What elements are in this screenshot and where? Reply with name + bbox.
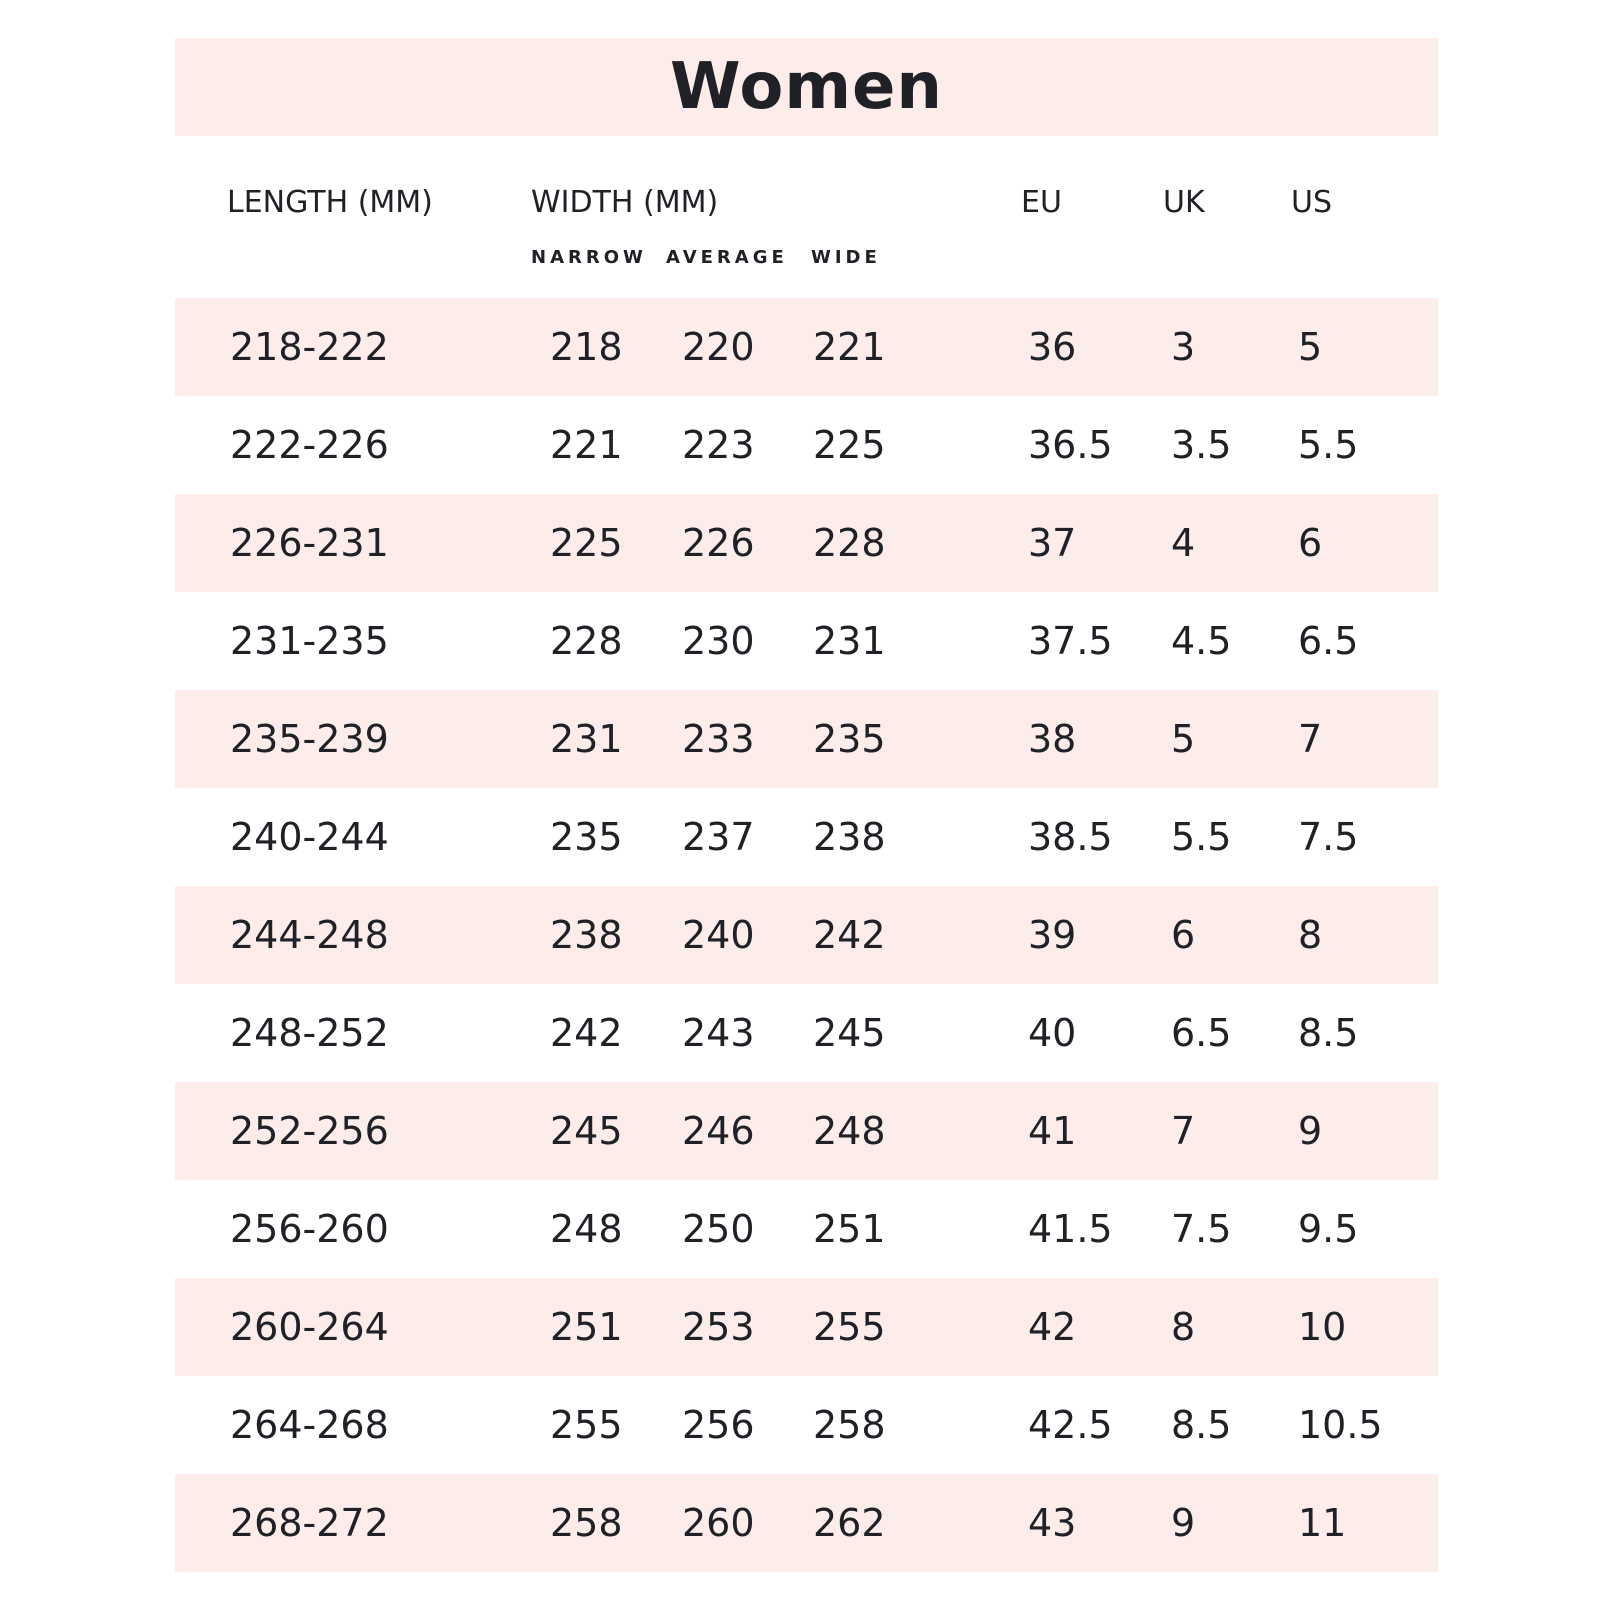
- cell-width-average: 260: [682, 1501, 755, 1545]
- table-row: [175, 984, 1438, 1082]
- cell-width-wide: 225: [813, 423, 886, 467]
- cell-eu: 39: [1028, 913, 1077, 957]
- cell-length: 260-264: [230, 1305, 389, 1349]
- cell-us: 11: [1298, 1501, 1347, 1545]
- cell-uk: 5: [1171, 717, 1196, 761]
- cell-eu: 42.5: [1028, 1403, 1113, 1447]
- cell-width-narrow: 245: [550, 1109, 623, 1153]
- cell-width-narrow: 235: [550, 815, 623, 859]
- cell-width-wide: 221: [813, 325, 886, 369]
- table-row: [175, 788, 1438, 886]
- title-band: [175, 38, 1438, 136]
- cell-eu: 41.5: [1028, 1207, 1113, 1251]
- cell-uk: 6.5: [1171, 1011, 1232, 1055]
- cell-us: 9: [1298, 1109, 1323, 1153]
- cell-width-average: 226: [682, 521, 755, 565]
- cell-width-wide: 231: [813, 619, 886, 663]
- cell-us: 10: [1298, 1305, 1347, 1349]
- cell-width-wide: 228: [813, 521, 886, 565]
- cell-eu: 38: [1028, 717, 1077, 761]
- cell-width-wide: 245: [813, 1011, 886, 1055]
- header-width: WIDTH (MM): [531, 185, 719, 220]
- cell-width-narrow: 238: [550, 913, 623, 957]
- cell-width-average: 220: [682, 325, 755, 369]
- table-row: [175, 1376, 1438, 1474]
- cell-uk: 8.5: [1171, 1403, 1232, 1447]
- cell-length: 222-226: [230, 423, 389, 467]
- cell-length: 248-252: [230, 1011, 389, 1055]
- cell-uk: 6: [1171, 913, 1196, 957]
- cell-width-wide: 238: [813, 815, 886, 859]
- cell-uk: 4: [1171, 521, 1196, 565]
- cell-us: 7: [1298, 717, 1323, 761]
- cell-width-wide: 251: [813, 1207, 886, 1251]
- cell-width-narrow: 242: [550, 1011, 623, 1055]
- cell-width-average: 223: [682, 423, 755, 467]
- cell-width-wide: 255: [813, 1305, 886, 1349]
- cell-width-narrow: 225: [550, 521, 623, 565]
- cell-uk: 7.5: [1171, 1207, 1232, 1251]
- cell-width-average: 256: [682, 1403, 755, 1447]
- table-row: [175, 1278, 1438, 1376]
- subheader-narrow: NARROW: [531, 247, 647, 268]
- page-title: Women: [670, 50, 943, 124]
- cell-us: 5.5: [1298, 423, 1359, 467]
- cell-uk: 4.5: [1171, 619, 1232, 663]
- cell-width-narrow: 258: [550, 1501, 623, 1545]
- cell-width-narrow: 221: [550, 423, 623, 467]
- cell-width-average: 250: [682, 1207, 755, 1251]
- cell-uk: 7: [1171, 1109, 1196, 1153]
- table-row: [175, 1082, 1438, 1180]
- cell-length: 244-248: [230, 913, 389, 957]
- cell-width-narrow: 228: [550, 619, 623, 663]
- cell-width-wide: 242: [813, 913, 886, 957]
- table-row: [175, 592, 1438, 690]
- cell-eu: 37: [1028, 521, 1077, 565]
- subheader-wide: WIDE: [811, 247, 881, 268]
- cell-width-wide: 235: [813, 717, 886, 761]
- cell-length: 256-260: [230, 1207, 389, 1251]
- cell-us: 9.5: [1298, 1207, 1359, 1251]
- cell-eu: 36.5: [1028, 423, 1113, 467]
- header-length: LENGTH (MM): [227, 185, 433, 220]
- cell-length: 226-231: [230, 521, 389, 565]
- table-row: [175, 396, 1438, 494]
- cell-uk: 9: [1171, 1501, 1196, 1545]
- cell-width-average: 246: [682, 1109, 755, 1153]
- cell-width-average: 253: [682, 1305, 755, 1349]
- cell-width-average: 230: [682, 619, 755, 663]
- cell-us: 10.5: [1298, 1403, 1383, 1447]
- cell-us: 6.5: [1298, 619, 1359, 663]
- cell-length: 235-239: [230, 717, 389, 761]
- table-row: [175, 690, 1438, 788]
- cell-width-wide: 258: [813, 1403, 886, 1447]
- cell-width-average: 243: [682, 1011, 755, 1055]
- cell-eu: 43: [1028, 1501, 1077, 1545]
- table-row: [175, 298, 1438, 396]
- cell-length: 218-222: [230, 325, 389, 369]
- subheader-average: AVERAGE: [666, 247, 788, 268]
- cell-width-narrow: 231: [550, 717, 623, 761]
- cell-eu: 40: [1028, 1011, 1077, 1055]
- table-row: [175, 494, 1438, 592]
- table-row: [175, 886, 1438, 984]
- cell-us: 8.5: [1298, 1011, 1359, 1055]
- header-us: US: [1291, 185, 1333, 220]
- table-row: [175, 1180, 1438, 1278]
- cell-us: 8: [1298, 913, 1323, 957]
- cell-width-narrow: 248: [550, 1207, 623, 1251]
- cell-length: 231-235: [230, 619, 389, 663]
- table-row: [175, 1474, 1438, 1572]
- header-eu: EU: [1021, 185, 1062, 220]
- cell-uk: 8: [1171, 1305, 1196, 1349]
- cell-uk: 3: [1171, 325, 1196, 369]
- cell-us: 5: [1298, 325, 1323, 369]
- cell-uk: 3.5: [1171, 423, 1232, 467]
- cell-width-wide: 262: [813, 1501, 886, 1545]
- cell-width-narrow: 218: [550, 325, 623, 369]
- cell-eu: 42: [1028, 1305, 1077, 1349]
- header-uk: UK: [1163, 185, 1205, 220]
- cell-width-average: 237: [682, 815, 755, 859]
- cell-width-average: 233: [682, 717, 755, 761]
- cell-eu: 36: [1028, 325, 1077, 369]
- cell-length: 264-268: [230, 1403, 389, 1447]
- size-chart: [175, 38, 1438, 1578]
- cell-eu: 38.5: [1028, 815, 1113, 859]
- cell-width-narrow: 251: [550, 1305, 623, 1349]
- cell-length: 252-256: [230, 1109, 389, 1153]
- cell-length: 240-244: [230, 815, 389, 859]
- cell-width-average: 240: [682, 913, 755, 957]
- cell-width-wide: 248: [813, 1109, 886, 1153]
- cell-eu: 41: [1028, 1109, 1077, 1153]
- size-table-body: [175, 298, 1438, 1572]
- cell-uk: 5.5: [1171, 815, 1232, 859]
- cell-length: 268-272: [230, 1501, 389, 1545]
- cell-width-narrow: 255: [550, 1403, 623, 1447]
- cell-eu: 37.5: [1028, 619, 1113, 663]
- cell-us: 7.5: [1298, 815, 1359, 859]
- cell-us: 6: [1298, 521, 1323, 565]
